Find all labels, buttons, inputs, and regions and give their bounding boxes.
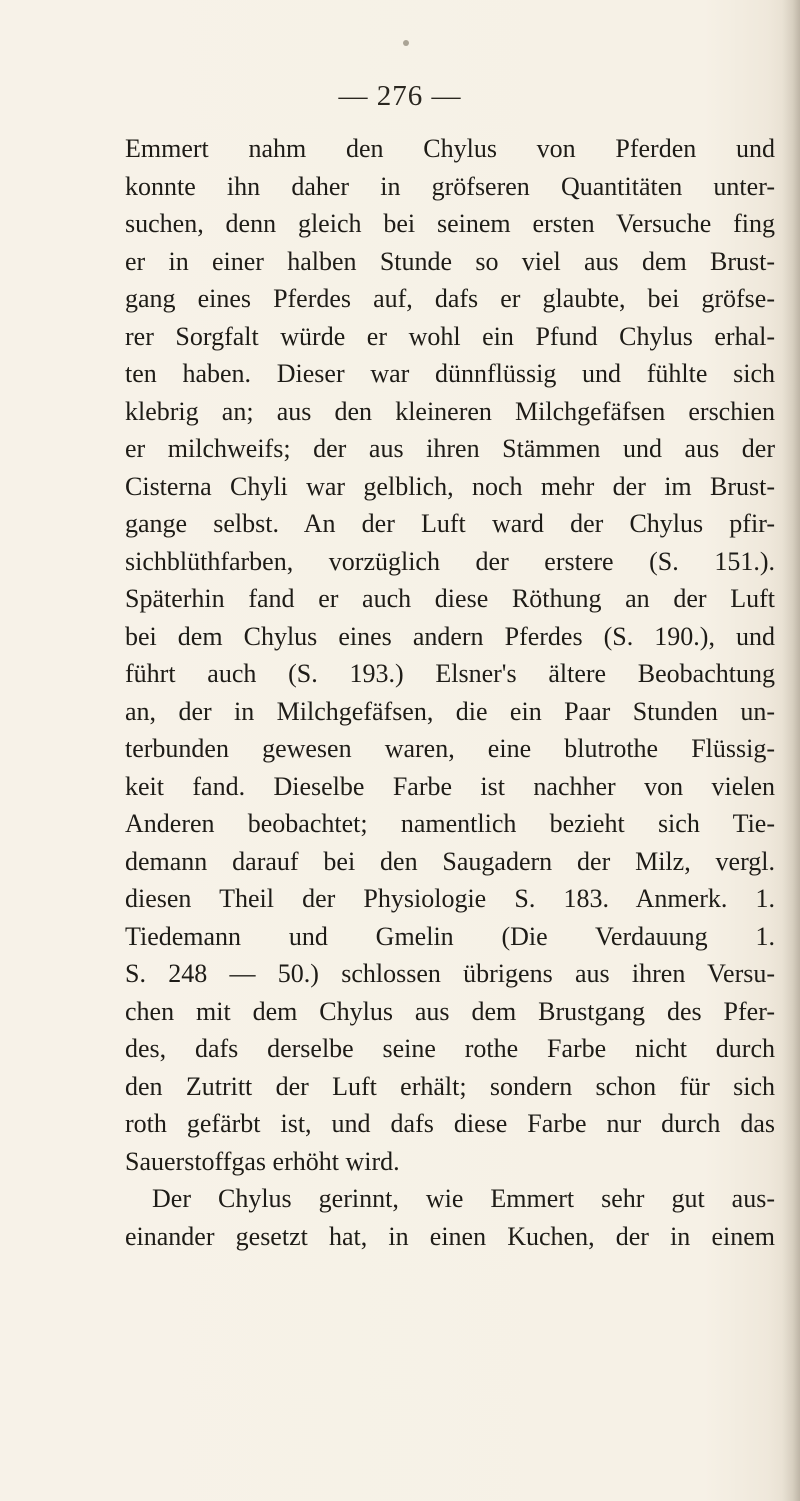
text-line: terbunden gewesen waren, eine blutrothe Flüssig- <box>125 734 775 763</box>
text-line: suchen, denn gleich bei seinem ersten Versuche fing <box>125 209 775 238</box>
body-text <box>125 130 775 1255</box>
page-edge-shadow <box>782 0 800 1501</box>
text-line: S. 248 — 50.) schlossen übrigens aus ihren Versu- <box>125 959 775 988</box>
text-line: führt auch (S. 193.) Elsner's ältere Beobachtung <box>125 659 775 688</box>
text-line: Späterhin fand er auch diese Röthung an der Luft <box>125 584 775 613</box>
text-line: des, dafs derselbe seine rothe Farbe nicht durch <box>125 1034 775 1063</box>
text-line: ten haben. Dieser war dünnflüssig und fühlte sich <box>125 359 775 388</box>
text-line: Cisterna Chyli war gelblich, noch mehr der im Brust- <box>125 471 775 501</box>
text-line: Tiedemann und Gmelin (Die Verdauung 1. <box>125 921 775 951</box>
text-line: einander gesetzt hat, in einen Kuchen, der in einem <box>125 1221 775 1251</box>
text-line: bei dem Chylus eines andern Pferdes (S. 190.), und <box>125 621 775 651</box>
text-line: gange selbst. An der Luft ward der Chylus pfir- <box>125 509 775 538</box>
text-line: Sauerstoffgas erhöht wird. <box>125 1146 400 1176</box>
text-line: den Zutritt der Luft erhält; sondern schon für sich <box>125 1071 775 1101</box>
text-line: konnte ihn daher in gröfseren Quantitäten unter- <box>125 171 775 201</box>
text-line: roth gefärbt ist, und dafs diese Farbe nur durch das <box>125 1109 775 1138</box>
page-number-header: — 276 — <box>338 80 462 112</box>
text-line: an, der in Milchgefäfsen, die ein Paar Stunden un- <box>125 696 775 726</box>
text-line: klebrig an; aus den kleineren Milchgefäfsen erschien <box>125 396 775 426</box>
text-line: er milchweifs; der aus ihren Stämmen und aus der <box>125 434 775 463</box>
text-line: rer Sorgfalt würde er wohl ein Pfund Chylus erhal- <box>125 321 775 351</box>
text-line: chen mit dem Chylus aus dem Brustgang des Pfer- <box>125 996 775 1026</box>
text-line: Anderen beobachtet; namentlich bezieht sich Tie- <box>125 809 775 838</box>
text-line: Der Chylus gerinnt, wie Emmert sehr gut aus- <box>152 1184 775 1213</box>
text-line: er in einer halben Stunde so viel aus dem Brust- <box>125 246 775 276</box>
ink-speck <box>403 40 409 46</box>
text-line: diesen Theil der Physiologie S. 183. Anmerk. 1. <box>125 884 775 913</box>
text-line: demann darauf bei den Saugadern der Milz, vergl. <box>125 846 775 876</box>
text-line: Emmert nahm den Chylus von Pferden und <box>125 134 775 163</box>
text-line: gang eines Pferdes auf, dafs er glaubte, bei gröfse- <box>125 284 775 313</box>
text-line: sichblüthfarben, vorzüglich der erstere (S. 151.). <box>125 546 775 576</box>
text-line: keit fand. Dieselbe Farbe ist nachher von vielen <box>125 771 775 801</box>
